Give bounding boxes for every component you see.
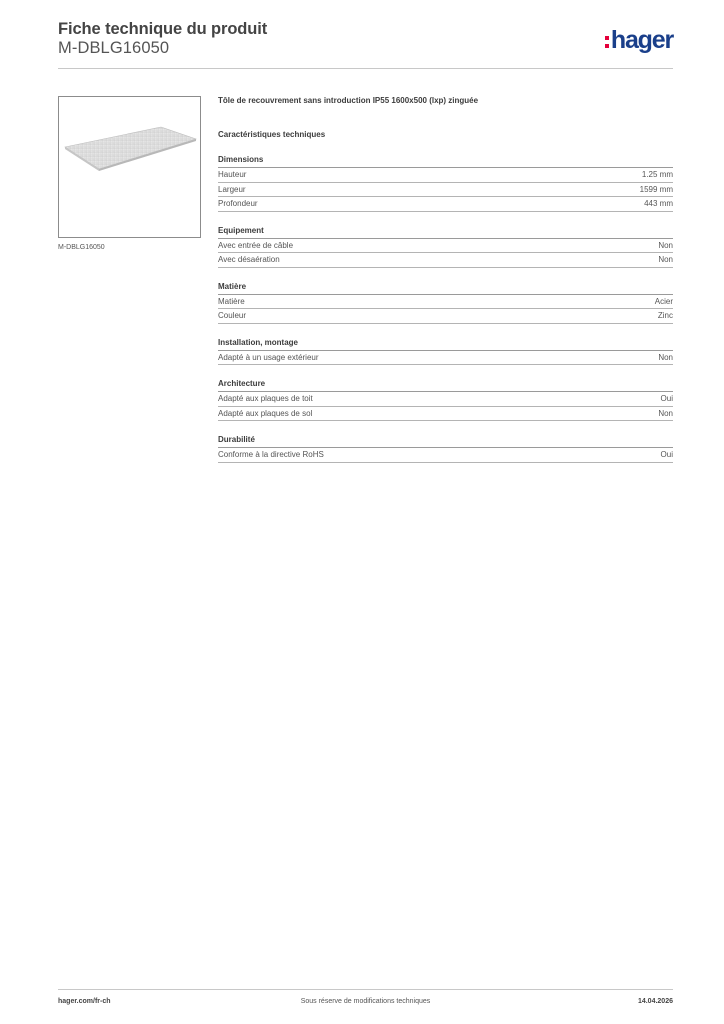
spec-row bbox=[218, 239, 673, 254]
spec-label: Couleur bbox=[218, 311, 247, 320]
spec-value: Acier bbox=[654, 296, 673, 306]
spec-value: Oui bbox=[660, 450, 673, 459]
spec-label: Hauteur bbox=[218, 170, 247, 179]
section-installation bbox=[218, 336, 673, 366]
footer-divider bbox=[58, 989, 673, 990]
spec-value: Non bbox=[658, 408, 673, 418]
spec-value: Non bbox=[658, 255, 673, 264]
section-title: Equipement bbox=[218, 224, 673, 239]
spec-value: Oui bbox=[660, 394, 673, 403]
section-equipement bbox=[218, 224, 673, 268]
footer-date: 14.04.2026 bbox=[637, 998, 673, 1005]
spec-label: Adapté à un usage extérieur bbox=[218, 352, 319, 362]
spec-label: Profondeur bbox=[218, 199, 258, 208]
footer-notice: Sous réserve de modifications techniques bbox=[300, 998, 431, 1005]
spec-value: Non bbox=[658, 240, 673, 250]
cover-plate-image bbox=[63, 125, 198, 185]
image-caption: M-DBLG16050 bbox=[58, 244, 105, 251]
product-description: Tôle de recouvrement sans introduction IP55 1600x500 (lxp) zinguée bbox=[218, 96, 479, 105]
section-matiere bbox=[218, 280, 673, 324]
spec-value: 1.25 mm bbox=[641, 170, 673, 179]
spec-label: Avec désaération bbox=[218, 255, 280, 264]
document-title: Fiche technique du produit bbox=[58, 20, 268, 38]
product-code: M-DBLG16050 bbox=[58, 39, 170, 57]
page-footer bbox=[58, 998, 673, 1010]
spec-value: 443 mm bbox=[644, 199, 673, 208]
section-title: Installation, montage bbox=[218, 336, 673, 351]
section-title: Matière bbox=[218, 280, 673, 295]
spec-label: Adapté aux plaques de toit bbox=[218, 394, 313, 403]
spec-label: Adapté aux plaques de sol bbox=[218, 408, 313, 418]
spec-value: Non bbox=[658, 352, 673, 362]
footer-website-link[interactable]: hager.com/fr-ch bbox=[58, 998, 111, 1005]
section-title: Dimensions bbox=[218, 153, 673, 168]
spec-label: Avec entrée de câble bbox=[218, 240, 294, 250]
section-architecture bbox=[218, 377, 673, 421]
spec-label: Matière bbox=[218, 296, 245, 306]
header-divider bbox=[58, 68, 673, 69]
hager-logo bbox=[605, 26, 673, 54]
spec-row bbox=[218, 197, 673, 212]
section-dimensions bbox=[218, 153, 673, 212]
spec-value: 1599 mm bbox=[639, 184, 673, 194]
spec-row bbox=[218, 295, 673, 310]
product-image bbox=[58, 96, 201, 238]
spec-value: Zinc bbox=[657, 311, 673, 320]
spec-row bbox=[218, 407, 673, 422]
spec-content bbox=[218, 95, 673, 463]
spec-row bbox=[218, 351, 673, 366]
tech-characteristics-heading: Caractéristiques techniques bbox=[218, 130, 326, 139]
section-title: Architecture bbox=[218, 377, 673, 392]
section-durabilite bbox=[218, 433, 673, 463]
spec-label: Largeur bbox=[218, 184, 246, 194]
spec-row bbox=[218, 448, 673, 463]
logo-text: hager bbox=[610, 25, 673, 54]
spec-row bbox=[218, 253, 673, 268]
logo-dots-icon bbox=[605, 36, 609, 48]
spec-row bbox=[218, 183, 673, 198]
spec-label: Conforme à la directive RoHS bbox=[218, 450, 324, 459]
spec-row bbox=[218, 168, 673, 183]
spec-row bbox=[218, 392, 673, 407]
section-title: Durabilité bbox=[218, 433, 673, 448]
page-header bbox=[58, 20, 673, 70]
spec-row bbox=[218, 309, 673, 324]
